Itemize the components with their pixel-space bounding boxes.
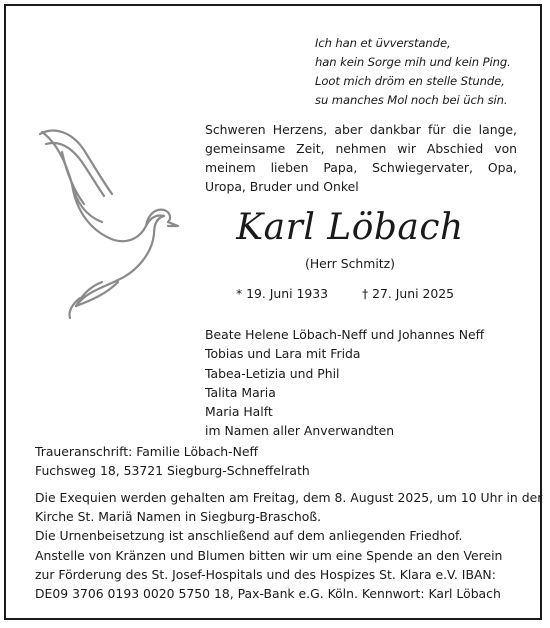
poem-line: han kein Sorge mih und kein Ping. — [315, 55, 511, 69]
mourner: Maria Halft — [205, 404, 273, 420]
mourner: Tabea-Letizia und Phil — [205, 365, 340, 381]
poem-line: Ich han et üvverstande, — [315, 36, 451, 50]
intro-text: Schweren Herzens, aber dankbar für die lange, gemeinsame Zeit, nehmen wir Abschied von meinem lieben Papa, Schwiegervater, Opa, Uropa, Bruder und Onkel — [205, 122, 517, 194]
donation-line: DE09 3706 0193 0020 5750 18, Pax-Bank e.G. Köln. Kennwort: Karl Löbach — [35, 586, 501, 601]
service-line: Die Exequien werden gehalten am Freitag, dem 8. August 2025, um 10 Uhr in der — [35, 490, 543, 505]
mourner: Beate Helene Löbach-Neff und Johannes Neff — [205, 327, 485, 342]
mourner: im Namen aller Anverwandten — [205, 423, 395, 439]
mourning-address — [35, 442, 515, 480]
deceased-nickname: (Herr Schmitz) — [305, 256, 395, 271]
death-date: † 27. Juni 2025 — [362, 286, 455, 301]
address-line: Traueranschrift: Familie Löbach-Neff — [35, 444, 259, 459]
service-line: Die Urnenbeisetzung ist anschließend auf dem anliegenden Friedhof. — [35, 528, 463, 543]
deceased-name: Karl Löbach — [236, 207, 464, 248]
poem-line: Loot mich dröm en stelle Stunde, — [315, 74, 505, 88]
donation-line: Anstelle von Kränzen und Blumen bitten wir um eine Spende an den Verein — [35, 548, 503, 563]
dove-icon — [32, 122, 182, 322]
donation-line: zur Förderung des St. Josef-Hospitals und des Hospizes St. Klara e.V. IBAN: — [35, 567, 496, 582]
poem — [315, 34, 530, 110]
donation-info — [35, 546, 520, 603]
service-info — [35, 488, 543, 545]
poem-line: su manches Mol noch bei üch sin. — [315, 93, 508, 107]
birth-date: * 19. Juni 1933 — [236, 286, 329, 301]
service-line: Kirche St. Mariä Namen in Siegburg-Braschoß. — [35, 509, 322, 524]
mourner: Tobias und Lara mit Frida — [205, 346, 361, 362]
address-line: Fuchsweg 18, 53721 Siegburg-Schneffelrath — [35, 463, 310, 478]
mourners-list — [205, 325, 515, 441]
mourner: Talita Maria — [205, 384, 276, 400]
